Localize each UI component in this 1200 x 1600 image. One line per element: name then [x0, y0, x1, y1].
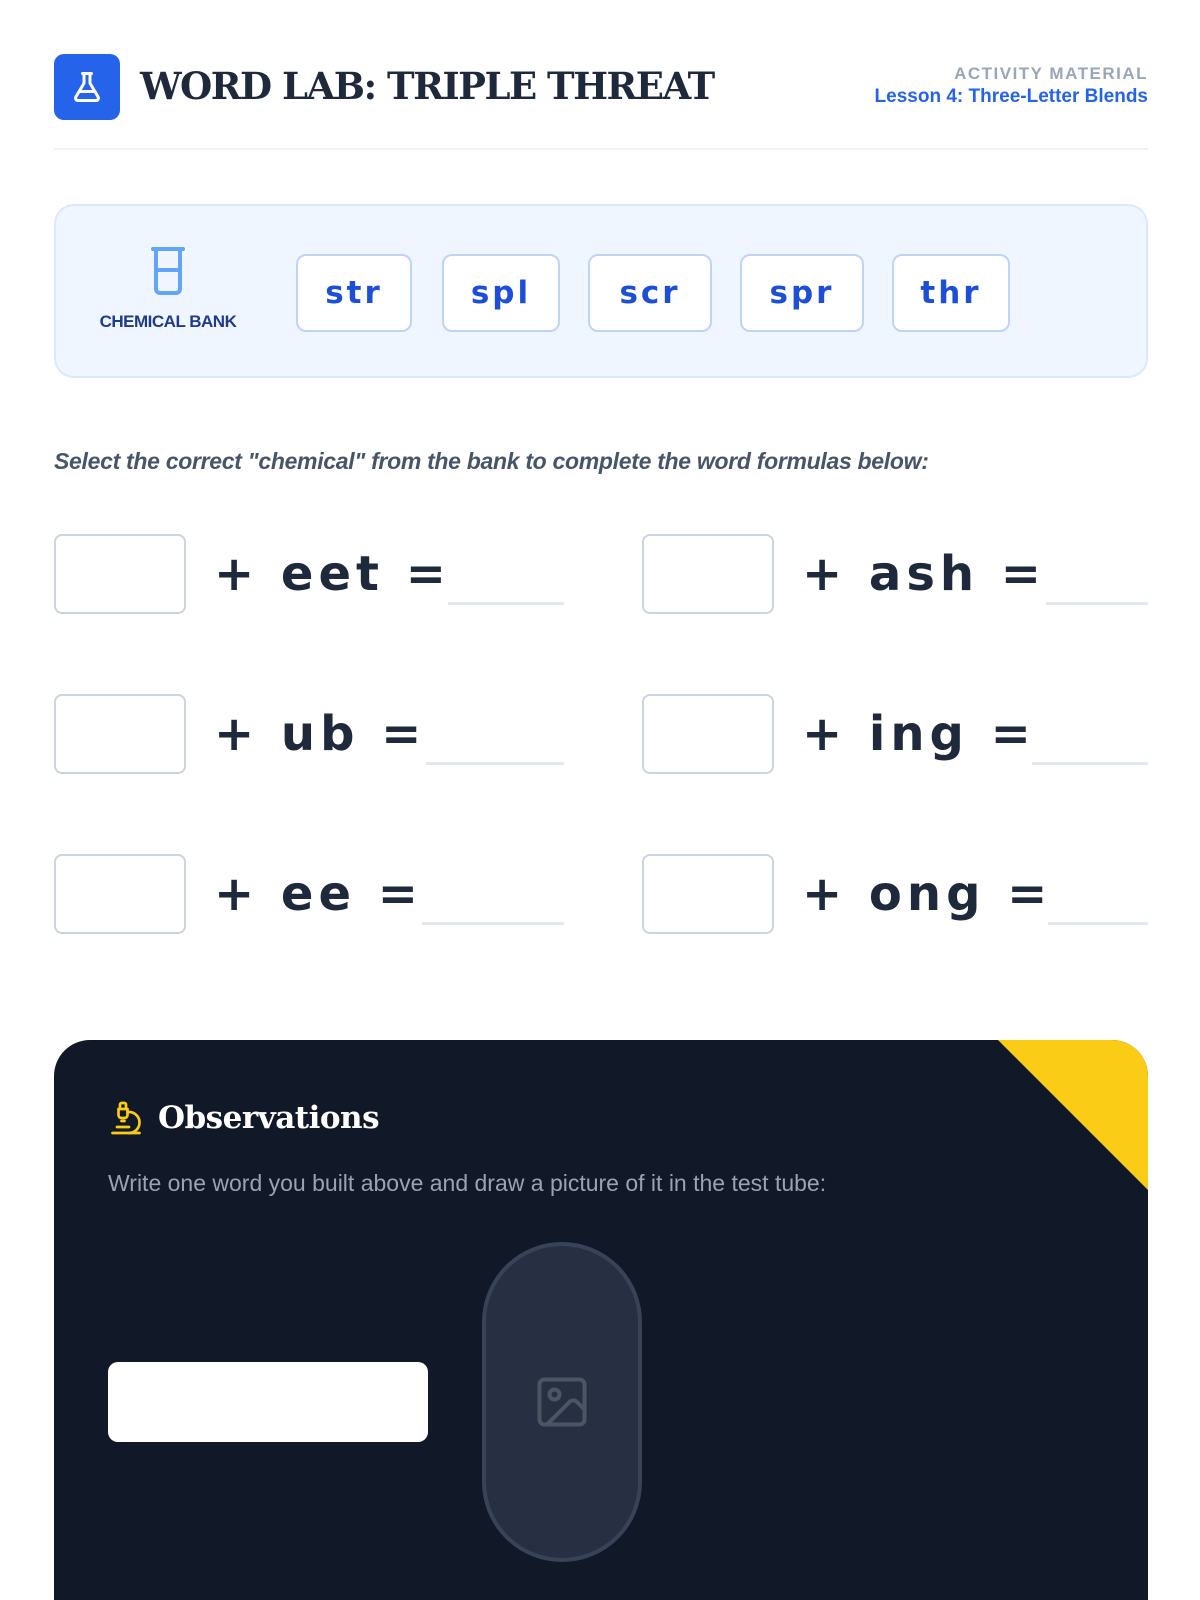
answer-line[interactable] [1046, 602, 1148, 605]
formula-suffix: + ub = [214, 706, 427, 762]
formula-suffix: + ong = [802, 866, 1053, 922]
formula-suffix: + ee = [214, 866, 423, 922]
page-title: WORD LAB: TRIPLE THREAT [140, 64, 714, 108]
observations-header [108, 1098, 379, 1138]
blend-drop-slot[interactable] [54, 694, 186, 774]
chip-scr[interactable]: scr [588, 254, 712, 332]
activity-meta [875, 64, 1148, 108]
image-placeholder-icon [532, 1372, 592, 1432]
flask-logo [54, 54, 120, 120]
formula-row [642, 854, 1148, 934]
formula-row [642, 534, 1148, 614]
answer-line[interactable] [422, 922, 564, 925]
page-header [54, 54, 1148, 150]
blend-drop-slot[interactable] [54, 534, 186, 614]
chip-spl[interactable]: spl [442, 254, 560, 332]
lesson-title: Lesson 4: Three-Letter Blends [874, 86, 1148, 107]
chip-spr[interactable]: spr [740, 254, 864, 332]
chip-thr[interactable]: thr [892, 254, 1010, 332]
answer-line[interactable] [448, 602, 564, 605]
blend-drop-slot[interactable] [54, 854, 186, 934]
observations-prompt: Write one word you built above and draw a picture of it in the test tube: [108, 1170, 827, 1196]
word-input[interactable] [108, 1362, 428, 1442]
observations-panel [54, 1040, 1148, 1600]
formula-row [54, 694, 564, 774]
chip-str[interactable]: str [296, 254, 412, 332]
bank-label-group [86, 246, 250, 332]
answer-line[interactable] [1032, 762, 1148, 765]
answer-line[interactable] [1048, 922, 1148, 925]
blend-drop-slot[interactable] [642, 854, 774, 934]
bank-label: CHEMICAL BANK [99, 312, 237, 331]
formula-row [54, 854, 564, 934]
microscope-icon [108, 1098, 144, 1138]
flask-icon [69, 69, 105, 105]
corner-accent [998, 1040, 1148, 1190]
chemical-bank [54, 204, 1148, 378]
test-tube-drawing-area[interactable] [482, 1242, 642, 1562]
formula-suffix: + ash = [802, 546, 1046, 602]
beaker-icon [147, 246, 189, 296]
formula-row [642, 694, 1148, 774]
blend-drop-slot[interactable] [642, 694, 774, 774]
formula-suffix: + ing = [802, 706, 1036, 762]
observations-title: Observations [158, 1100, 380, 1136]
activity-kicker: ACTIVITY MATERIAL [954, 64, 1148, 83]
instructions: Select the correct "chemical" from the bank to complete the word formulas below: [54, 448, 929, 474]
formula-row [54, 534, 564, 614]
blend-drop-slot[interactable] [642, 534, 774, 614]
formula-suffix: + eet = [214, 546, 451, 602]
answer-line[interactable] [426, 762, 564, 765]
